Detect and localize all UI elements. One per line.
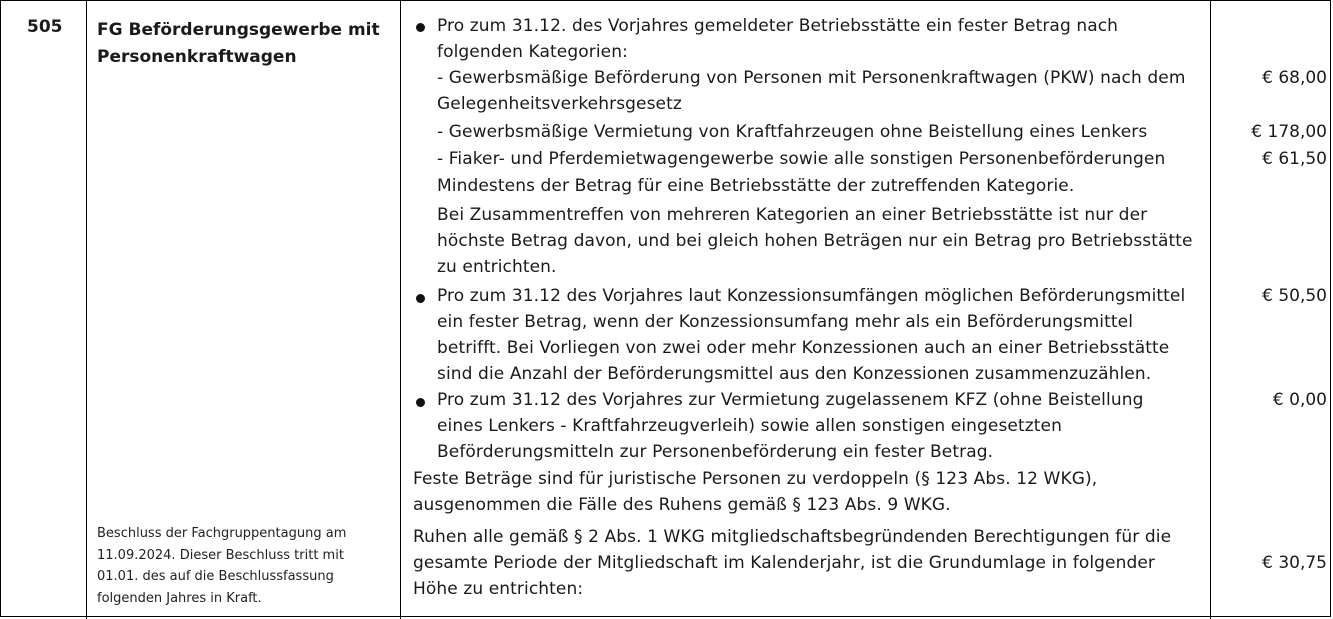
text-line: Pro zum 31.12 des Vorjahres laut Konzessionsumfängen möglichen Beförderungsmittel: [437, 286, 1186, 306]
text-line: - Fiaker- und Pferdemietwagengewerbe sowie alle sonstigen Personenbeförderungen: [437, 149, 1166, 169]
group-title-line: FG Beförderungsgewerbe mit: [97, 20, 380, 40]
bullet-icon: [416, 294, 425, 303]
row-number: 505: [27, 17, 63, 37]
note-line: 11.09.2024. Dieser Beschluss tritt mit: [97, 547, 344, 563]
text-line: gesamte Periode der Mitgliedschaft im Kalenderjahr, ist die Grundumlage in folgender: [413, 553, 1156, 573]
amount-value: € 0,00: [1272, 390, 1327, 410]
column-divider: [1210, 0, 1211, 619]
text-line: Ruhen alle gemäß § 2 Abs. 1 WKG mitgliedschaftsbegründenden Berechtigungen für die: [413, 527, 1172, 547]
amount-value: € 61,50: [1262, 149, 1327, 169]
text-line: sind die Anzahl der Beförderungsmittel aus den Konzessionen zusammenzuzählen.: [437, 364, 1152, 384]
text-line: - Gewerbsmäßige Beförderung von Personen mit Personenkraftwagen (PKW) nach dem: [437, 68, 1186, 88]
group-title: [97, 17, 380, 71]
text-line: Gelegenheitsverkehrsgesetz: [437, 94, 682, 114]
text-line: Beförderungsmitteln zur Personenbeförderung ein fester Betrag.: [437, 442, 994, 462]
amount-value: € 68,00: [1262, 68, 1327, 88]
note-line: folgenden Jahres in Kraft.: [97, 590, 262, 606]
text-line: folgenden Kategorien:: [437, 42, 628, 62]
amount-value: € 178,00: [1251, 122, 1327, 142]
text-line: höchste Betrag davon, und bei gleich hohen Beträgen nur ein Betrag pro Betriebsstätte: [437, 231, 1193, 251]
note-line: 01.01. des auf die Beschlussfassung: [97, 569, 334, 584]
amount-value: € 30,75: [1262, 553, 1327, 573]
text-line: ausgenommen die Fälle des Ruhens gemäß § 123 Abs. 9 WKG.: [413, 495, 951, 515]
text-line: Pro zum 31.12 des Vorjahres zur Vermietung zugelassenem KFZ (ohne Beistellung: [437, 390, 1144, 410]
group-title-line: Personenkraftwagen: [97, 47, 297, 67]
text-line: eines Lenkers - Kraftfahrzeugverleih) sowie allen sonstigen eingesetzten: [437, 416, 1062, 436]
resolution-note: [97, 523, 346, 609]
text-line: Feste Beträge sind für juristische Personen zu verdoppeln (§ 123 Abs. 12 WKG),: [413, 469, 1098, 489]
bullet-icon: [416, 23, 425, 32]
text-line: Höhe zu entrichten:: [413, 579, 584, 599]
text-line: - Gewerbsmäßige Vermietung von Kraftfahrzeugen ohne Beistellung eines Lenkers: [437, 122, 1148, 142]
note-line: Beschluss der Fachgruppentagung am: [97, 526, 347, 541]
column-divider: [400, 0, 401, 619]
text-line: ein fester Betrag, wenn der Konzessionsumfang mehr als ein Beförderungsmittel: [437, 312, 1134, 332]
amount-value: € 50,50: [1262, 286, 1327, 306]
text-line: Bei Zusammentreffen von mehreren Kategorien an einer Betriebsstätte ist nur der: [437, 205, 1148, 225]
text-line: betrifft. Bei Vorliegen von zwei oder mehr Konzessionen auch an einer Betriebsstätte: [437, 338, 1170, 358]
text-line: Mindestens der Betrag für eine Betriebsstätte der zutreffenden Kategorie.: [437, 176, 1075, 196]
column-divider: [86, 0, 87, 619]
bullet-icon: [416, 398, 425, 407]
text-line: zu entrichten.: [437, 257, 557, 277]
text-line: Pro zum 31.12. des Vorjahres gemeldeter Betriebsstätte ein fester Betrag nach: [437, 16, 1119, 36]
